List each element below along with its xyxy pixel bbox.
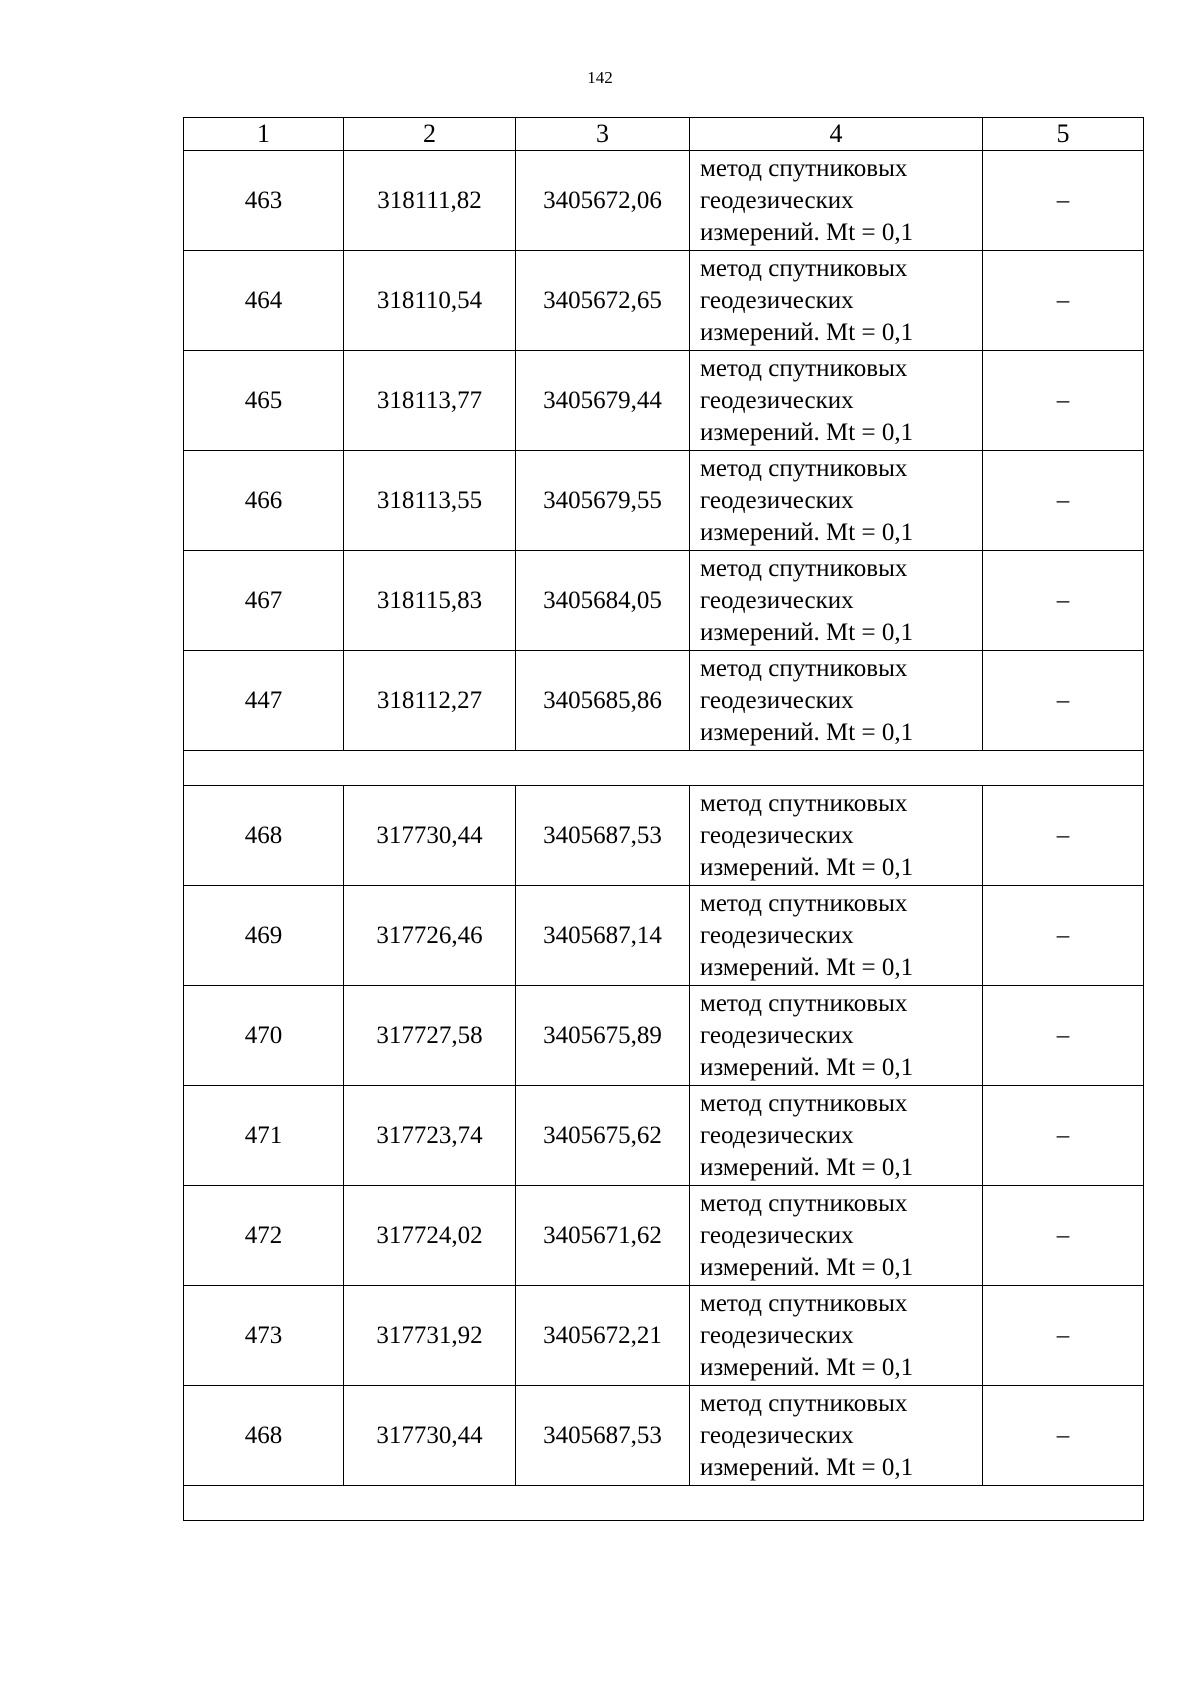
empty-separator-cell (184, 751, 1144, 786)
method-line: геодезических (700, 586, 854, 614)
table-row (184, 986, 1144, 1086)
table-row (184, 1086, 1144, 1186)
point-number-cell: 463 (184, 151, 344, 251)
table-row (184, 886, 1144, 986)
y-coordinate-cell: 3405671,62 (516, 1186, 690, 1286)
x-coordinate-cell: 318111,82 (344, 151, 516, 251)
point-number-cell: 472 (184, 1186, 344, 1286)
method-line: геодезических (700, 821, 854, 849)
method-cell (690, 651, 983, 751)
method-cell (690, 1086, 983, 1186)
method-line: метод спутниковых (700, 554, 908, 582)
column-header-3: 3 (516, 118, 690, 151)
method-line: метод спутниковых (700, 1189, 908, 1217)
note-cell: – (983, 151, 1144, 251)
x-coordinate-cell: 317730,44 (344, 1386, 516, 1486)
y-coordinate-cell: 3405679,44 (516, 351, 690, 451)
x-coordinate-cell: 317723,74 (344, 1086, 516, 1186)
method-cell (690, 1286, 983, 1386)
table-row (184, 1386, 1144, 1486)
method-line: геодезических (700, 486, 854, 514)
x-coordinate-cell: 318113,77 (344, 351, 516, 451)
y-coordinate-cell: 3405672,21 (516, 1286, 690, 1386)
method-line: измерений. Mt = 0,1 (700, 618, 914, 646)
method-cell (690, 886, 983, 986)
table-row (184, 651, 1144, 751)
note-cell: – (983, 351, 1144, 451)
method-line: геодезических (700, 1121, 854, 1149)
method-line: метод спутниковых (700, 1289, 908, 1317)
note-cell: – (983, 1286, 1144, 1386)
method-cell (690, 251, 983, 351)
point-number-cell: 470 (184, 986, 344, 1086)
method-line: геодезических (700, 1421, 854, 1449)
note-cell: – (983, 651, 1144, 751)
y-coordinate-cell: 3405687,53 (516, 786, 690, 886)
method-cell (690, 786, 983, 886)
note-cell: – (983, 1186, 1144, 1286)
method-line: геодезических (700, 921, 854, 949)
coordinates-table (183, 117, 1144, 1521)
method-line: метод спутниковых (700, 254, 908, 282)
method-cell (690, 351, 983, 451)
method-cell (690, 451, 983, 551)
method-line: измерений. Mt = 0,1 (700, 1053, 914, 1081)
y-coordinate-cell: 3405675,89 (516, 986, 690, 1086)
method-line: геодезических (700, 186, 854, 214)
method-line: метод спутниковых (700, 1389, 908, 1417)
method-line: измерений. Mt = 0,1 (700, 318, 914, 346)
column-header-2: 2 (344, 118, 516, 151)
table-row (184, 551, 1144, 651)
method-line: измерений. Mt = 0,1 (700, 1153, 914, 1181)
point-number-cell: 466 (184, 451, 344, 551)
table-row (184, 351, 1144, 451)
x-coordinate-cell: 318110,54 (344, 251, 516, 351)
x-coordinate-cell: 317730,44 (344, 786, 516, 886)
x-coordinate-cell: 318113,55 (344, 451, 516, 551)
x-coordinate-cell: 318115,83 (344, 551, 516, 651)
point-number-cell: 447 (184, 651, 344, 751)
note-cell: – (983, 786, 1144, 886)
method-line: метод спутниковых (700, 654, 908, 682)
method-line: измерений. Mt = 0,1 (700, 218, 914, 246)
table-row (184, 1286, 1144, 1386)
note-cell: – (983, 251, 1144, 351)
method-line: метод спутниковых (700, 989, 908, 1017)
table-row (184, 151, 1144, 251)
method-cell (690, 1386, 983, 1486)
x-coordinate-cell: 317727,58 (344, 986, 516, 1086)
y-coordinate-cell: 3405672,06 (516, 151, 690, 251)
x-coordinate-cell: 318112,27 (344, 651, 516, 751)
note-cell: – (983, 886, 1144, 986)
note-cell: – (983, 551, 1144, 651)
note-cell: – (983, 1086, 1144, 1186)
y-coordinate-cell: 3405684,05 (516, 551, 690, 651)
method-line: измерений. Mt = 0,1 (700, 1253, 914, 1281)
point-number-cell: 471 (184, 1086, 344, 1186)
method-line: геодезических (700, 1221, 854, 1249)
empty-separator-cell (184, 1486, 1144, 1521)
column-header-1: 1 (184, 118, 344, 151)
table-row (184, 1186, 1144, 1286)
method-line: метод спутниковых (700, 789, 908, 817)
method-line: измерений. Mt = 0,1 (700, 418, 914, 446)
method-cell (690, 986, 983, 1086)
y-coordinate-cell: 3405687,53 (516, 1386, 690, 1486)
method-line: измерений. Mt = 0,1 (700, 853, 914, 881)
contour-end-row (184, 1486, 1144, 1521)
page-number (0, 68, 1200, 88)
contour-separator-row (184, 751, 1144, 786)
method-line: измерений. Mt = 0,1 (700, 718, 914, 746)
method-line: метод спутниковых (700, 354, 908, 382)
x-coordinate-cell: 317726,46 (344, 886, 516, 986)
method-line: геодезических (700, 686, 854, 714)
table-row (184, 786, 1144, 886)
method-line: геодезических (700, 386, 854, 414)
point-number-cell: 467 (184, 551, 344, 651)
point-number-cell: 468 (184, 1386, 344, 1486)
column-header-5: 5 (983, 118, 1144, 151)
point-number-cell: 464 (184, 251, 344, 351)
y-coordinate-cell: 3405675,62 (516, 1086, 690, 1186)
method-line: измерений. Mt = 0,1 (700, 953, 914, 981)
x-coordinate-cell: 317724,02 (344, 1186, 516, 1286)
page-number-text: 142 (587, 68, 613, 87)
method-line: метод спутниковых (700, 154, 908, 182)
note-cell: – (983, 986, 1144, 1086)
point-number-cell: 469 (184, 886, 344, 986)
coordinates-table-body (184, 118, 1144, 1521)
table-row (184, 251, 1144, 351)
method-cell (690, 1186, 983, 1286)
method-line: измерений. Mt = 0,1 (700, 1453, 914, 1481)
method-line: геодезических (700, 286, 854, 314)
column-header-4: 4 (690, 118, 983, 151)
note-cell: – (983, 1386, 1144, 1486)
method-line: метод спутниковых (700, 454, 908, 482)
y-coordinate-cell: 3405679,55 (516, 451, 690, 551)
method-line: метод спутниковых (700, 889, 908, 917)
method-line: геодезических (700, 1321, 854, 1349)
point-number-cell: 465 (184, 351, 344, 451)
method-line: метод спутниковых (700, 1089, 908, 1117)
note-cell: – (983, 451, 1144, 551)
method-cell (690, 551, 983, 651)
method-line: измерений. Mt = 0,1 (700, 518, 914, 546)
table-row (184, 451, 1144, 551)
point-number-cell: 468 (184, 786, 344, 886)
table-header-row (184, 118, 1144, 151)
point-number-cell: 473 (184, 1286, 344, 1386)
x-coordinate-cell: 317731,92 (344, 1286, 516, 1386)
y-coordinate-cell: 3405687,14 (516, 886, 690, 986)
method-cell (690, 151, 983, 251)
y-coordinate-cell: 3405672,65 (516, 251, 690, 351)
y-coordinate-cell: 3405685,86 (516, 651, 690, 751)
method-line: геодезических (700, 1021, 854, 1049)
method-line: измерений. Mt = 0,1 (700, 1353, 914, 1381)
